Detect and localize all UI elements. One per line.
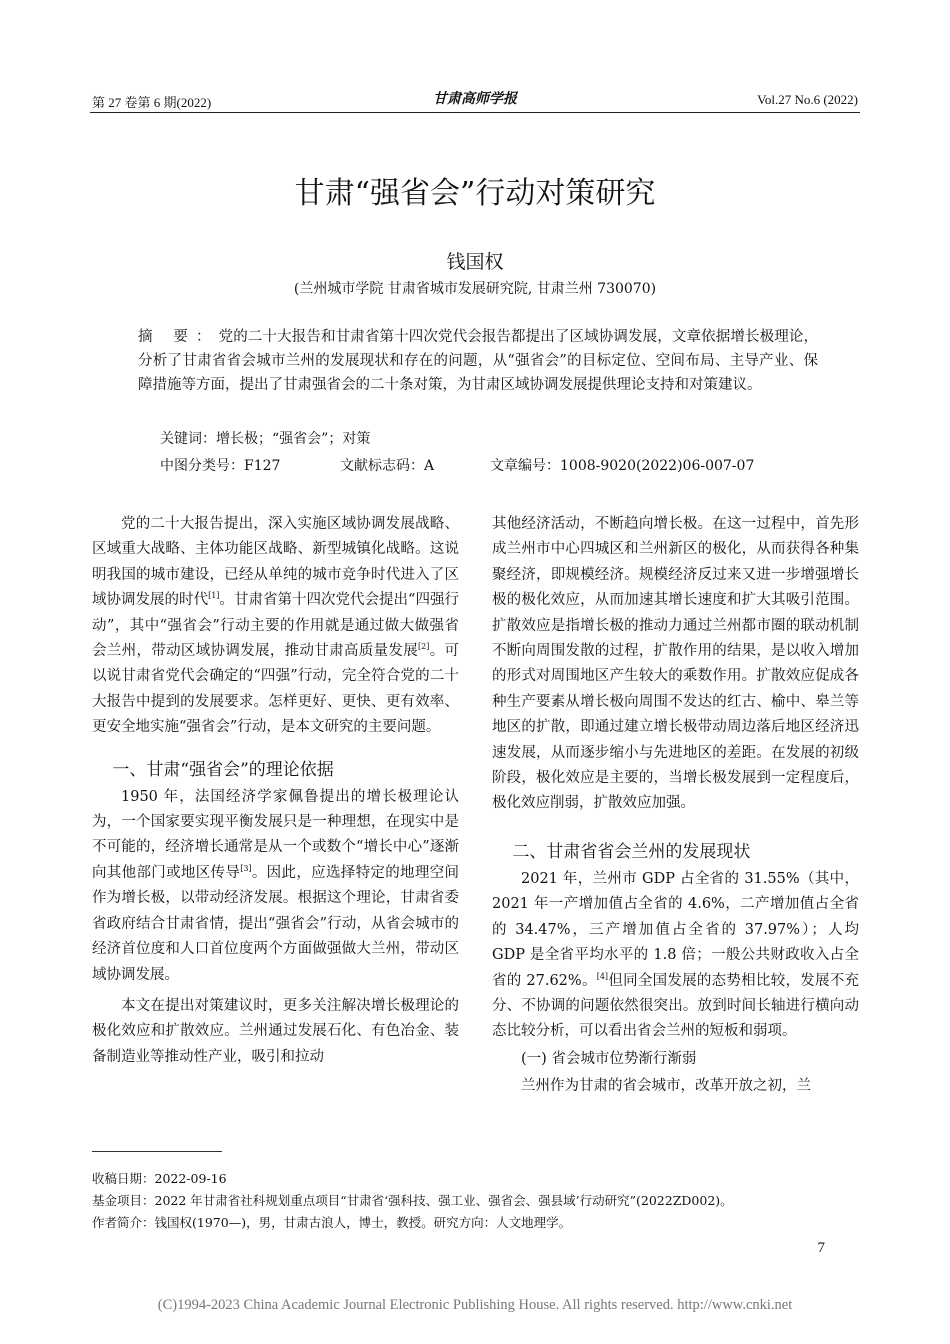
abstract-text: 党的二十大报告和甘肃省第十四次党代会报告都提出了区域协调发展，文章依据增长极理论，分析了甘肃省省会城市兰州的发展现状和存在的问题，从“强省会”的目标定位、空间布局、主导产业、保障措施等方面，提出了甘肃强省会的二十条对策，为甘肃区域协调发展提供理论支持和对策建议。 — [138, 329, 819, 393]
author-affiliation: (兰州城市学院 甘肃省城市发展研究院, 甘肃兰州 730070) — [293, 281, 657, 297]
paragraph — [492, 867, 859, 1045]
text-run: 2021 年，兰州市 GDP 占全省的 31.55%（其中，2021 年一产增加值占全省的 4.6%，二产增加值占全省的 34.47%，三产增加值占全省的 37.97%）；人均 GDP 是全省平均水平的 1.8 倍；一般公共财政收入占全省的 27.62%。 — [492, 870, 859, 989]
text-run: 。可以说甘肃省党代会确定的“四强”行动，完全符合党的二十大报告中提到的发展要求。怎样更好、更快、更有效率、更安全地实施“强省会”行动，是本文研究的主要问题。 — [92, 643, 460, 736]
section-heading: 二、甘肃省省会兰州的发展现状 — [512, 841, 751, 862]
header-rule — [90, 112, 860, 113]
footnote-author-bio: 作者简介：钱国权(1970—)，男，甘肃古浪人，博士，教授。研究方向：人文地理学。 — [92, 1215, 572, 1230]
paragraph — [92, 512, 459, 741]
header-issue: 第 27 卷第 6 期(2022) — [92, 95, 212, 110]
document-code: 文献标志码：A — [340, 458, 435, 474]
copyright-notice: (C)1994-2023 China Academic Journal Electronic Publishing House. All rights reserved. http://www.cnki.net — [157, 1297, 793, 1313]
page-number: 7 — [817, 1240, 825, 1256]
abstract — [138, 325, 818, 397]
article-title: 甘肃“强省会”行动对策研究 — [294, 176, 656, 211]
abstract-label: 摘 要： — [138, 329, 219, 345]
citation-ref[interactable]: [3] — [240, 864, 252, 874]
article-number: 文章编号：1008-9020(2022)06-007-07 — [490, 458, 755, 474]
citation-ref[interactable]: [2] — [418, 642, 430, 652]
citation-ref[interactable]: [4] — [596, 971, 609, 981]
paragraph: 兰州作为甘肃的省会城市，改革开放之初，兰 — [521, 1078, 811, 1095]
paragraph: 本文在提出对策建议时，更多关注解决增长极理论的极化效应和扩散效应。兰州通过发展石化、有色冶金、装备制造业等推动性产业，吸引和拉动 — [92, 997, 459, 1065]
footnote-fund: 基金项目：2022 年甘肃省社科规划重点项目“甘肃省‘强科技、强工业、强省会、强县域’行动研究”(2022ZD002)。 — [92, 1193, 733, 1208]
citation-ref[interactable]: [1] — [208, 591, 220, 601]
header-volume: Vol.27 No.6 (2022) — [757, 92, 858, 107]
text-run: 但同全国发展的态势相比较，发展不充分、不协调的问题依然很突出。放到时间长轴进行横向动态比较分析，可以看出省会兰州的短板和弱项。 — [492, 972, 860, 1040]
classification-line — [160, 455, 820, 475]
text-run: 党的二十大报告提出，深入实施区域协调发展战略、区域重大战略、主体功能区战略、新型城镇化战略。这说明我国的城市建设，已经从单纯的城市竞争时代进入了区域协调发展的时代 — [92, 516, 459, 609]
section-heading: 一、甘肃“强省会”的理论依据 — [112, 759, 334, 780]
footnote-received: 收稿日期：2022-09-16 — [92, 1171, 227, 1186]
paragraph — [92, 785, 459, 988]
keywords: 关键词：增长极；“强省会”；对策 — [160, 431, 371, 447]
paragraph: 其他经济活动，不断趋向增长极。在这一过程中，首先形成兰州市中心四城区和兰州新区的极化，从而获得各种集聚经济，即规模经济。规模经济反过来又进一步增强增长极的极化效应，从而加速其增长速度和扩大其吸引范围。扩散效应是指增长极的推动力通过兰州都市圈的联动机制不断向周围发散的过程，扩散作用的结果，是以收入增加的形式对周围地区产生较大的乘数作用。扩散效应促成各种生产要素从增长极向周围不发达的红古、榆中、皋兰等地区的扩散，即通过建立增长极带动周边落后地区经济迅速发展，从而逐步缩小与先进地区的差距。在发展的初级阶段，极化效应是主要的，当增长极发展到一定程度后，极化效应削弱，扩散效应加强。 — [492, 516, 859, 812]
subsection-heading: (一) 省会城市位势渐行渐弱 — [521, 1050, 697, 1067]
footnote-rule — [92, 1151, 222, 1152]
text-run: 。甘肃省第十四次党代会提出“四强行动”，其中“强省会”行动主要的作用就是通过做大做强省会兰州，带动区域协调发展，推动甘肃高质量发展 — [92, 592, 459, 660]
body-column-right — [492, 512, 859, 1100]
clc-number: 中图分类号：F127 — [160, 458, 281, 474]
author-name: 钱国权 — [446, 251, 504, 273]
text-run: 1950 年，法国经济学家佩鲁提出的增长极理论认为，一个国家要实现平衡发展只是一种理想，在现实中是不可能的，经济增长通常是从一个或数个“增长中心”逐渐向其他部门或地区传导 — [92, 788, 459, 881]
journal-logo: 甘肃高师学报 — [433, 91, 517, 107]
body-column-left — [92, 512, 459, 1070]
text-run: 。因此，应选择特定的地理空间作为增长极，以带动经济发展。根据这个理论，甘肃省委省政府结合甘肃省情，提出“强省会”行动，从省会城市的经济首位度和人口首位度两个方面做强做大兰州，带动区域协调发展。 — [92, 864, 460, 983]
